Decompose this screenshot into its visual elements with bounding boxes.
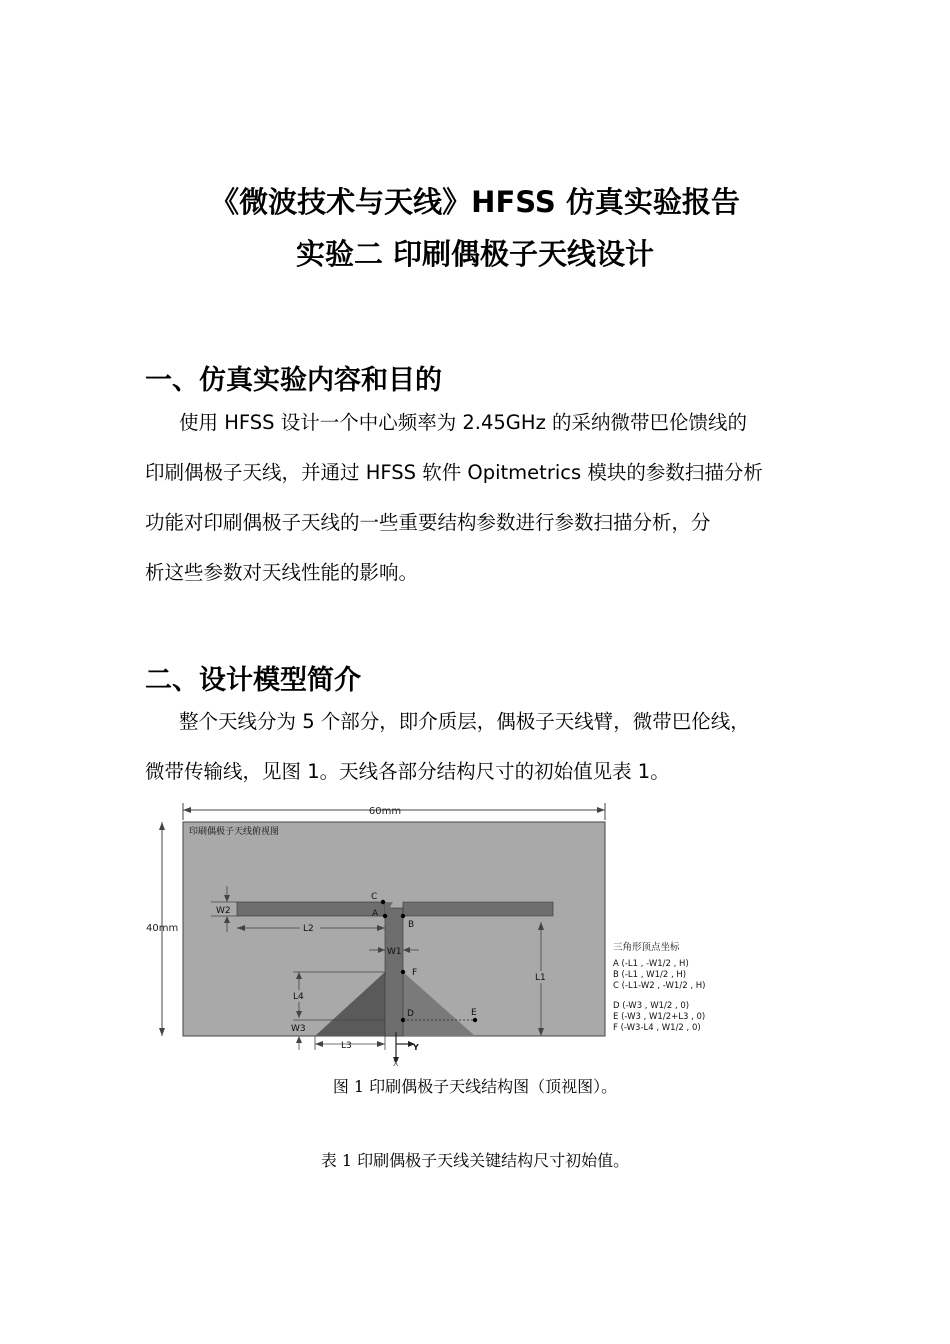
legend-line: B (-L1 , W1/2 , H)	[613, 970, 687, 980]
label-x: X	[393, 1059, 399, 1066]
document-title: 《微波技术与天线》HFSS 仿真实验报告	[210, 185, 740, 219]
arrow-icon	[183, 807, 191, 813]
label-b: B	[408, 920, 415, 930]
point-a	[383, 914, 387, 918]
microstrip-feed-line	[385, 908, 403, 1036]
table-caption: 表 1 印刷偶极子天线关键结构尺寸初始值。	[320, 1151, 630, 1170]
label-y: Y	[413, 1043, 419, 1052]
label-w2: W2	[216, 906, 231, 916]
point-f	[401, 970, 405, 974]
point-c	[381, 900, 385, 904]
legend-line: A (-L1 , -W1/2 , H)	[613, 959, 689, 969]
label-w3: W3	[291, 1024, 306, 1034]
arrow-icon	[315, 1041, 323, 1047]
arrow-icon	[296, 1036, 302, 1043]
arrow-icon	[377, 1041, 385, 1047]
figure-caption: 图 1 印刷偶极子天线结构图（顶视图）。	[332, 1077, 618, 1096]
label-d: D	[407, 1009, 414, 1019]
legend-line: F (-W3-L4 , W1/2 , 0)	[613, 1023, 701, 1033]
section-1-line: 功能对印刷偶极子天线的一些重要结构参数进行参数扫描分析，分	[145, 511, 711, 534]
panel-title: 印刷偶极子天线俯视图	[189, 827, 280, 837]
arrow-icon	[159, 1028, 165, 1036]
label-w1: W1	[387, 947, 402, 957]
arrow-icon	[597, 807, 605, 813]
label-l2: L2	[303, 924, 314, 934]
label-a: A	[372, 909, 379, 919]
label-c: C	[371, 892, 378, 902]
legend-line: D (-W3 , W1/2 , 0)	[613, 1001, 690, 1011]
arrow-icon	[159, 822, 165, 830]
section-1-heading: 一、仿真实验内容和目的	[145, 365, 442, 396]
section-1-line: 析这些参数对天线性能的影响。	[145, 561, 419, 584]
section-2-body	[145, 697, 835, 797]
antenna-structure-figure	[145, 798, 745, 1066]
section-1-body	[145, 398, 835, 598]
section-1-line: 印刷偶极子天线，并通过 HFSS 软件 Opitmetrics 模块的参数扫描分析	[145, 461, 763, 484]
point-b	[401, 914, 405, 918]
section-2-heading: 二、设计模型简介	[145, 665, 361, 696]
label-f: F	[412, 968, 418, 978]
document-subtitle: 实验二 印刷偶极子天线设计	[295, 237, 655, 271]
dipole-arm-left	[237, 902, 385, 916]
legend-line: E (-W3 , W1/2+L3 , 0)	[613, 1012, 706, 1022]
section-2-line: 微带传输线，见图 1。天线各部分结构尺寸的初始值见表 1。	[145, 760, 670, 783]
section-2-line: 整个天线分为 5 个部分，即介质层，偶极子天线臂，微带巴伦线，	[179, 710, 750, 733]
label-l1: L1	[535, 973, 546, 983]
dim-width-label: 60mm	[368, 806, 402, 817]
label-l4: L4	[293, 992, 304, 1002]
legend-line: C (-L1-W2 , -W1/2 , H)	[613, 981, 706, 991]
label-l3: L3	[341, 1041, 352, 1051]
dim-height-label: 40mm	[146, 923, 179, 934]
label-e: E	[471, 1008, 477, 1018]
dipole-arm-right	[403, 902, 553, 916]
legend-title: 三角形顶点坐标	[613, 942, 680, 953]
section-1-line: 使用 HFSS 设计一个中心频率为 2.45GHz 的采纳微带巴伦馈线的	[179, 411, 748, 434]
